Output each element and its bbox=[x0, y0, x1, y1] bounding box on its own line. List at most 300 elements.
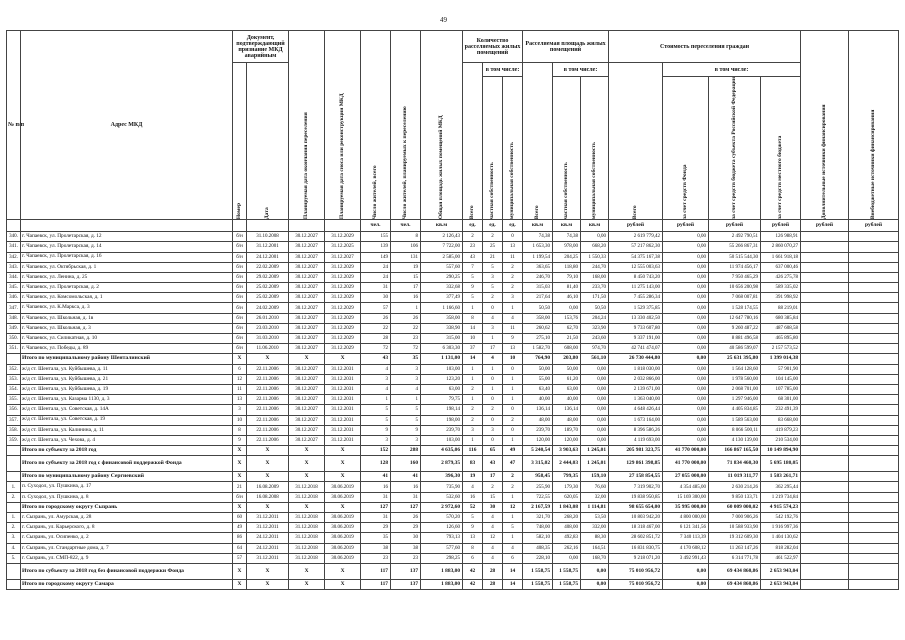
header-planned-end: Планируемая дата окончания переселения bbox=[289, 31, 325, 220]
count-total-cell: 42 bbox=[463, 563, 483, 579]
address-cell: п. Суходол, ул. Пушкина, д. 17 bbox=[21, 482, 233, 492]
doc-number-cell: 21 bbox=[233, 482, 247, 492]
count-private-cell: 0 bbox=[483, 374, 503, 384]
planned-demolition-cell: 31.12.2029 bbox=[325, 283, 361, 293]
extrabudget-cell bbox=[849, 354, 899, 364]
count-total-cell: 9 bbox=[463, 523, 483, 533]
address-cell: Итого по муниципальному району Шенталинский bbox=[21, 354, 233, 364]
header-no: № п/п bbox=[7, 31, 21, 220]
count-municipal-cell: 1 bbox=[503, 492, 523, 502]
area-all-cell: 136,14 bbox=[523, 405, 553, 415]
residents-planned-cell: 19 bbox=[391, 262, 421, 272]
residents-planned-cell: 15 bbox=[391, 272, 421, 282]
additional-cell bbox=[801, 242, 849, 252]
planned-demolition-cell: 31.12.2027 bbox=[325, 252, 361, 262]
cost-fund-cell: 4 354 485,00 bbox=[663, 482, 709, 492]
count-total-cell: 13 bbox=[463, 533, 483, 543]
planned-end-cell: X bbox=[289, 472, 325, 482]
cost-local-cell: 426 275,78 bbox=[761, 272, 801, 282]
address-cell: г. Сызрань, ул. Карьерского, д. 8 bbox=[21, 523, 233, 533]
row-number: 3. bbox=[7, 533, 21, 543]
count-total-cell: 4 bbox=[463, 482, 483, 492]
address-cell: г. Чапаевск, ул. Школьная, д. 1в bbox=[21, 313, 233, 323]
area-private-cell: 21,50 bbox=[553, 334, 581, 344]
area-municipal-cell: 0,00 bbox=[581, 435, 609, 445]
doc-number-cell: б/н bbox=[233, 323, 247, 333]
count-private-cell: 0 bbox=[483, 395, 503, 405]
count-municipal-cell: 47 bbox=[503, 456, 523, 472]
unit-cell: рублей bbox=[663, 220, 709, 232]
count-private-cell: 4 bbox=[483, 513, 503, 523]
additional-cell bbox=[801, 472, 849, 482]
count-municipal-cell: 12 bbox=[503, 502, 523, 512]
count-municipal-cell: 11 bbox=[503, 252, 523, 262]
cost-local-cell: 5 695 180,05 bbox=[761, 456, 801, 472]
total-row bbox=[7, 579, 899, 589]
unit-cell: чел. bbox=[391, 220, 421, 232]
count-total-cell: 14 bbox=[463, 354, 483, 364]
extrabudget-cell bbox=[849, 252, 899, 262]
cost-region-cell: 11 974 456,17 bbox=[709, 262, 761, 272]
table-row bbox=[7, 513, 899, 523]
planned-end-cell: 30.12.2027 bbox=[289, 435, 325, 445]
row-number bbox=[7, 354, 21, 364]
cost-local-cell: 637 000,46 bbox=[761, 262, 801, 272]
additional-cell bbox=[801, 384, 849, 394]
cost-local-cell: 2 860 070,27 bbox=[761, 242, 801, 252]
table-row bbox=[7, 232, 899, 242]
planned-demolition-cell: X bbox=[325, 354, 361, 364]
planned-demolition-cell: 31.12.2031 bbox=[325, 425, 361, 435]
table-row bbox=[7, 543, 899, 553]
area-private-cell: 118,80 bbox=[553, 262, 581, 272]
area-total-cell: 4 635,06 bbox=[421, 446, 463, 456]
header-count-group: Количество расселяемых жилых помещений bbox=[463, 31, 523, 63]
units-row bbox=[7, 220, 899, 232]
header-area-incl: в том числе: bbox=[553, 63, 609, 77]
cost-region-cell: 2 492 790,51 bbox=[709, 232, 761, 242]
area-municipal-cell: 332,00 bbox=[581, 523, 609, 533]
cost-total-cell: 2 032 866,00 bbox=[609, 374, 663, 384]
cost-total-cell: 10 803 942,20 bbox=[609, 513, 663, 523]
area-municipal-cell: 0,00 bbox=[581, 364, 609, 374]
area-private-cell: 799,35 bbox=[553, 472, 581, 482]
address-cell: г. Сызрань, ул. Осипенко, д. 2 bbox=[21, 533, 233, 543]
header-cost-region: за счет средств бюджета субъекта Российской Федерации bbox=[709, 77, 761, 220]
count-private-cell: 65 bbox=[483, 446, 503, 456]
area-all-cell: 1 558,75 bbox=[523, 563, 553, 579]
additional-cell bbox=[801, 344, 849, 354]
row-number: 344. bbox=[7, 272, 21, 282]
row-number: 4. bbox=[7, 543, 21, 553]
doc-date-cell: 31.12.2011 bbox=[247, 553, 289, 563]
count-total-cell: 5 bbox=[463, 293, 483, 303]
count-municipal-cell: 3 bbox=[503, 293, 523, 303]
area-municipal-cell: 0,00 bbox=[581, 415, 609, 425]
extrabudget-cell bbox=[849, 242, 899, 252]
area-total-cell: 1 166,60 bbox=[421, 303, 463, 313]
row-number: 5. bbox=[7, 553, 21, 563]
total-row bbox=[7, 354, 899, 364]
cost-fund-cell: 41 770 000,00 bbox=[663, 446, 709, 456]
table-row bbox=[7, 323, 899, 333]
header-doc-number: Номер bbox=[233, 63, 247, 220]
doc-date-cell: X bbox=[247, 579, 289, 589]
doc-date-cell: 22.11.2006 bbox=[247, 415, 289, 425]
residents-planned-cell: 137 bbox=[391, 579, 421, 589]
unit-cell: рублей bbox=[761, 220, 801, 232]
area-private-cell: 74,38 bbox=[553, 232, 581, 242]
doc-date-cell: 31.12.2011 bbox=[247, 513, 289, 523]
address-cell: г. Чапаевск, ул. Комсомольская, д. 1 bbox=[21, 293, 233, 303]
table-row bbox=[7, 492, 899, 502]
additional-cell bbox=[801, 435, 849, 445]
cost-region-cell: 60 009 000,02 bbox=[709, 502, 761, 512]
doc-number-cell: 49 bbox=[233, 523, 247, 533]
area-municipal-cell: 668,20 bbox=[581, 242, 609, 252]
address-cell: г. Чапаевск, ул. Победы, д. 89 bbox=[21, 344, 233, 354]
additional-cell bbox=[801, 405, 849, 415]
residents-planned-cell: 1 bbox=[391, 303, 421, 313]
residents-planned-cell: 9 bbox=[391, 425, 421, 435]
doc-number-cell: б/н bbox=[233, 303, 247, 313]
planned-end-cell: 30.12.2027 bbox=[289, 374, 325, 384]
cost-region-cell: 7 000 906,26 bbox=[709, 513, 761, 523]
planned-end-cell: 31.12.2018 bbox=[289, 492, 325, 502]
area-municipal-cell: 53,50 bbox=[581, 513, 609, 523]
doc-number-cell: б/н bbox=[233, 334, 247, 344]
cost-region-cell: 4 130 139,00 bbox=[709, 435, 761, 445]
row-number: 2. bbox=[7, 523, 21, 533]
doc-number-cell: 9 bbox=[233, 435, 247, 445]
unit-cell: рублей bbox=[709, 220, 761, 232]
planned-demolition-cell: X bbox=[325, 563, 361, 579]
cost-fund-cell: 4 800 000,00 bbox=[663, 513, 709, 523]
doc-date-cell: 31.12.2011 bbox=[247, 523, 289, 533]
area-private-cell: 492,83 bbox=[553, 533, 581, 543]
header-count-private: частная собственность bbox=[483, 77, 503, 220]
additional-cell bbox=[801, 252, 849, 262]
area-all-cell: 1 199,54 bbox=[523, 252, 553, 262]
table-body bbox=[7, 232, 899, 590]
cost-local-cell: 1 404 130,62 bbox=[761, 533, 801, 543]
extrabudget-cell bbox=[849, 384, 899, 394]
extrabudget-cell bbox=[849, 553, 899, 563]
row-number: 353. bbox=[7, 374, 21, 384]
header-residents-planned: Число жителей, планируемых к переселению bbox=[391, 31, 421, 220]
area-private-cell: 63,00 bbox=[553, 384, 581, 394]
count-total-cell: 37 bbox=[463, 344, 483, 354]
cost-region-cell: 1 297 946,00 bbox=[709, 395, 761, 405]
doc-date-cell: X bbox=[247, 354, 289, 364]
row-number: 354. bbox=[7, 384, 21, 394]
count-municipal-cell: 2 bbox=[503, 272, 523, 282]
cost-fund-cell: 15 169 300,00 bbox=[663, 492, 709, 502]
count-private-cell: 0 bbox=[483, 415, 503, 425]
cost-fund-cell: 0,00 bbox=[663, 262, 709, 272]
area-all-cell: 63,40 bbox=[523, 384, 553, 394]
area-all-cell: 315,03 bbox=[523, 283, 553, 293]
residents-total-cell: 72 bbox=[361, 344, 391, 354]
count-municipal-cell: 13 bbox=[503, 242, 523, 252]
cost-fund-cell: 0,00 bbox=[663, 384, 709, 394]
cost-local-cell: 68 301,00 bbox=[761, 395, 801, 405]
doc-number-cell: 6 bbox=[233, 364, 247, 374]
table-row bbox=[7, 482, 899, 492]
count-private-cell: 4 bbox=[483, 354, 503, 364]
area-total-cell: 2 585,00 bbox=[421, 252, 463, 262]
total-row bbox=[7, 472, 899, 482]
table-row bbox=[7, 293, 899, 303]
cost-local-cell: 83 668,00 bbox=[761, 415, 801, 425]
planned-demolition-cell: 31.12.2029 bbox=[325, 272, 361, 282]
planned-demolition-cell: 31.12.2031 bbox=[325, 384, 361, 394]
count-municipal-cell: 0 bbox=[503, 232, 523, 242]
table-row bbox=[7, 252, 899, 262]
row-number: 346. bbox=[7, 293, 21, 303]
doc-date-cell: 22.11.2006 bbox=[247, 435, 289, 445]
header-count-municipal: муниципальная собственность bbox=[503, 77, 523, 220]
planned-end-cell: X bbox=[289, 456, 325, 472]
area-municipal-cell: 32,00 bbox=[581, 492, 609, 502]
doc-date-cell: 24.02.2009 bbox=[247, 303, 289, 313]
total-row bbox=[7, 502, 899, 512]
count-private-cell: 21 bbox=[483, 252, 503, 262]
row-number: 1. bbox=[7, 513, 21, 523]
page-number: 49 bbox=[440, 16, 447, 24]
planned-end-cell: X bbox=[289, 579, 325, 589]
count-total-cell: 1 bbox=[463, 303, 483, 313]
extrabudget-cell bbox=[849, 405, 899, 415]
area-all-cell: 764,90 bbox=[523, 354, 553, 364]
cost-region-cell: 19 312 609,30 bbox=[709, 533, 761, 543]
cost-total-cell: 75 010 956,72 bbox=[609, 579, 663, 589]
additional-cell bbox=[801, 543, 849, 553]
cost-total-cell: 11 275 143,00 bbox=[609, 283, 663, 293]
area-all-cell: 363,65 bbox=[523, 262, 553, 272]
area-total-cell: 298,25 bbox=[421, 553, 463, 563]
doc-date-cell: 31.12.2001 bbox=[247, 242, 289, 252]
header-cost-fund: за счет средств Фонда bbox=[663, 77, 709, 220]
header-area-private: частная собственность bbox=[553, 77, 581, 220]
cost-total-cell: 1 363 040,00 bbox=[609, 395, 663, 405]
address-cell: Итого по субъекту за 2018 год bbox=[21, 446, 233, 456]
doc-number-cell: X bbox=[233, 502, 247, 512]
cost-fund-cell: 0,00 bbox=[663, 283, 709, 293]
address-cell: г. Чапаевск, ул. Пролетарская, д. 14 bbox=[21, 242, 233, 252]
cost-region-cell: 1 528 174,55 bbox=[709, 303, 761, 313]
residents-planned-cell: 1 bbox=[391, 395, 421, 405]
area-private-cell: 620,05 bbox=[553, 492, 581, 502]
header-residents-total: Число жителей, всего bbox=[361, 31, 391, 220]
cost-local-cell: 589 335,02 bbox=[761, 283, 801, 293]
additional-cell bbox=[801, 553, 849, 563]
planned-demolition-cell: X bbox=[325, 579, 361, 589]
residents-planned-cell: 3 bbox=[391, 374, 421, 384]
doc-number-cell: X bbox=[233, 456, 247, 472]
doc-number-cell: б/н bbox=[233, 272, 247, 282]
count-municipal-cell: 2 bbox=[503, 283, 523, 293]
area-total-cell: 63,00 bbox=[421, 384, 463, 394]
area-total-cell: 2 879,35 bbox=[421, 456, 463, 472]
cost-local-cell: 487 608,58 bbox=[761, 323, 801, 333]
residents-total-cell: 5 bbox=[361, 405, 391, 415]
cost-total-cell: 7 319 902,70 bbox=[609, 482, 663, 492]
row-number: 1. bbox=[7, 482, 21, 492]
additional-cell bbox=[801, 323, 849, 333]
doc-number-cell: 12 bbox=[233, 374, 247, 384]
residents-total-cell: 29 bbox=[361, 523, 391, 533]
row-number: 2. bbox=[7, 492, 21, 502]
residents-total-cell: 57 bbox=[361, 303, 391, 313]
count-private-cell: 4 bbox=[483, 543, 503, 553]
unit-cell: ед. bbox=[483, 220, 503, 232]
row-number: 345. bbox=[7, 283, 21, 293]
residents-planned-cell: 4 bbox=[391, 384, 421, 394]
count-private-cell: 30 bbox=[483, 502, 503, 512]
table-row bbox=[7, 283, 899, 293]
area-private-cell: 0,00 bbox=[553, 303, 581, 313]
planned-demolition-cell: 30.06.2019 bbox=[325, 492, 361, 502]
area-private-cell: 50,00 bbox=[553, 364, 581, 374]
count-total-cell: 43 bbox=[463, 252, 483, 262]
area-municipal-cell: 171,50 bbox=[581, 293, 609, 303]
cost-region-cell: 7 068 007,81 bbox=[709, 293, 761, 303]
cost-fund-cell: 0,00 bbox=[663, 435, 709, 445]
residents-total-cell: 9 bbox=[361, 425, 391, 435]
header-count-incl: в том числе: bbox=[483, 63, 523, 77]
cost-total-cell: 27 158 854,55 bbox=[609, 472, 663, 482]
count-private-cell: 43 bbox=[483, 456, 503, 472]
count-municipal-cell: 0 bbox=[503, 425, 523, 435]
area-private-cell: 0,00 bbox=[553, 553, 581, 563]
planned-demolition-cell: X bbox=[325, 456, 361, 472]
cost-region-cell: 11 263 147,26 bbox=[709, 543, 761, 553]
planned-end-cell: 31.12.2018 bbox=[289, 543, 325, 553]
area-municipal-cell: 1 550,33 bbox=[581, 252, 609, 262]
address-cell: ж/д ст. Шентала, ул. Куйбышева, д. 11 bbox=[21, 364, 233, 374]
additional-cell bbox=[801, 523, 849, 533]
cost-local-cell: 210 534,00 bbox=[761, 435, 801, 445]
cost-total-cell: 129 861 398,85 bbox=[609, 456, 663, 472]
count-private-cell: 2 bbox=[483, 293, 503, 303]
residents-total-cell: 155 bbox=[361, 232, 391, 242]
area-private-cell: 79,10 bbox=[553, 272, 581, 282]
address-cell: г. Сызрань, ул. Амурская, д. 28 bbox=[21, 513, 233, 523]
count-municipal-cell: 5 bbox=[503, 523, 523, 533]
planned-end-cell: 30.12.2027 bbox=[289, 415, 325, 425]
extrabudget-cell bbox=[849, 425, 899, 435]
residents-planned-cell: 22 bbox=[391, 323, 421, 333]
residents-planned-cell: 41 bbox=[391, 472, 421, 482]
planned-end-cell: 30.12.2027 bbox=[289, 272, 325, 282]
table-row bbox=[7, 364, 899, 374]
cost-total-cell: 4 648 426,44 bbox=[609, 405, 663, 415]
unit-cell: кв.м bbox=[421, 220, 463, 232]
header-count-total: Всего bbox=[463, 63, 483, 220]
area-all-cell: 582,10 bbox=[523, 533, 553, 543]
count-municipal-cell: 6 bbox=[503, 553, 523, 563]
doc-number-cell: 60 bbox=[233, 513, 247, 523]
additional-cell bbox=[801, 563, 849, 579]
area-all-cell: 748,00 bbox=[523, 523, 553, 533]
header-area-municipal: муниципальная собственность bbox=[581, 77, 609, 220]
planned-demolition-cell: 31.12.2031 bbox=[325, 405, 361, 415]
unit-cell: рублей bbox=[609, 220, 663, 232]
count-total-cell: 1 bbox=[463, 374, 483, 384]
extrabudget-cell bbox=[849, 415, 899, 425]
cost-total-cell: 8 396 586,26 bbox=[609, 425, 663, 435]
planned-end-cell: 30.12.2027 bbox=[289, 232, 325, 242]
planned-demolition-cell: 31.12.2031 bbox=[325, 395, 361, 405]
planned-demolition-cell: 31.12.2031 bbox=[325, 364, 361, 374]
cost-fund-cell: 0,00 bbox=[663, 313, 709, 323]
residents-total-cell: 41 bbox=[361, 472, 391, 482]
residents-total-cell: 1 bbox=[361, 395, 391, 405]
count-private-cell: 1 bbox=[483, 384, 503, 394]
area-total-cell: 6 303,30 bbox=[421, 344, 463, 354]
header-cost-local: за счет средств местного бюджета bbox=[761, 77, 801, 220]
count-private-cell: 12 bbox=[483, 533, 503, 543]
count-total-cell: 1 bbox=[463, 364, 483, 374]
cost-local-cell: 1 916 997,36 bbox=[761, 523, 801, 533]
area-private-cell: 48,00 bbox=[553, 415, 581, 425]
cost-fund-cell: 0,00 bbox=[663, 242, 709, 252]
planned-end-cell: 30.12.2027 bbox=[289, 283, 325, 293]
area-municipal-cell: 561,10 bbox=[581, 354, 609, 364]
planned-end-cell: X bbox=[289, 563, 325, 579]
cost-region-cell: 40 586 599,07 bbox=[709, 344, 761, 354]
cost-region-cell: 2 068 701,00 bbox=[709, 384, 761, 394]
residents-planned-cell: 8 bbox=[391, 232, 421, 242]
count-total-cell: 7 bbox=[463, 262, 483, 272]
row-number: 359. bbox=[7, 435, 21, 445]
extrabudget-cell bbox=[849, 262, 899, 272]
doc-number-cell: 10 bbox=[233, 415, 247, 425]
table-row bbox=[7, 435, 899, 445]
count-municipal-cell: 2 bbox=[503, 472, 523, 482]
doc-date-cell: X bbox=[247, 472, 289, 482]
count-total-cell: 5 bbox=[463, 272, 483, 282]
extrabudget-cell bbox=[849, 272, 899, 282]
residents-total-cell: 4 bbox=[361, 364, 391, 374]
additional-cell bbox=[801, 425, 849, 435]
planned-end-cell: 30.12.2027 bbox=[289, 262, 325, 272]
area-all-cell: 50,00 bbox=[523, 364, 553, 374]
additional-cell bbox=[801, 502, 849, 512]
count-municipal-cell: 1 bbox=[503, 374, 523, 384]
planned-demolition-cell: 30.06.2019 bbox=[325, 543, 361, 553]
count-total-cell: 1 bbox=[463, 435, 483, 445]
area-municipal-cell: 0,00 bbox=[581, 563, 609, 579]
unit-cell: ед. bbox=[503, 220, 523, 232]
planned-demolition-cell: 31.12.2029 bbox=[325, 323, 361, 333]
planned-end-cell: 30.12.2027 bbox=[289, 252, 325, 262]
cost-local-cell: 4 915 574,23 bbox=[761, 502, 801, 512]
residents-planned-cell: 72 bbox=[391, 344, 421, 354]
area-total-cell: 239,70 bbox=[421, 425, 463, 435]
planned-end-cell: X bbox=[289, 354, 325, 364]
doc-number-cell: б/н bbox=[233, 283, 247, 293]
cost-total-cell: 205 981 323,75 bbox=[609, 446, 663, 456]
residents-total-cell: 31 bbox=[361, 492, 391, 502]
cost-fund-cell: 0,00 bbox=[663, 579, 709, 589]
cost-local-cell: 419 879,23 bbox=[761, 425, 801, 435]
additional-cell bbox=[801, 313, 849, 323]
table-row bbox=[7, 374, 899, 384]
count-total-cell: 2 bbox=[463, 415, 483, 425]
row-number: 350. bbox=[7, 334, 21, 344]
